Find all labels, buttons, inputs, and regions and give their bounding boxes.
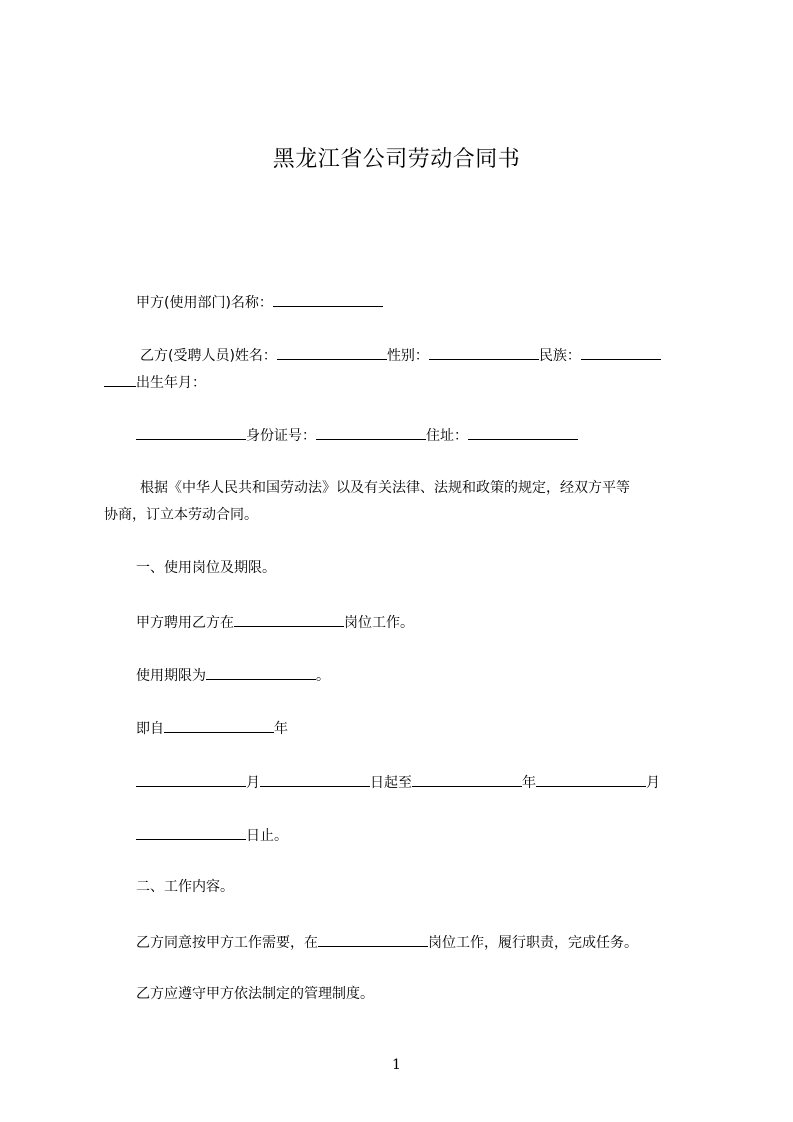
gender-blank	[429, 345, 539, 360]
hire-line	[136, 612, 414, 632]
party-a-name-blank	[273, 292, 383, 307]
year-label: 年	[274, 721, 288, 737]
party-b-name-blank	[277, 345, 387, 360]
ethnicity-label: 民族：	[538, 348, 581, 364]
page-number: 1	[392, 1057, 401, 1073]
duty-suffix: 岗位工作，履行职责，完成任务。	[428, 935, 638, 951]
position-blank	[234, 612, 344, 627]
duty-prefix: 乙方同意按甲方工作需要，在	[136, 935, 318, 951]
address-label: 住址：	[426, 428, 468, 444]
ethnicity-blank-continued	[104, 372, 136, 387]
term-blank	[206, 665, 316, 680]
section-2-heading: 二、工作内容。	[136, 879, 234, 895]
ethnicity-blank	[581, 345, 661, 360]
birth-blank	[136, 425, 246, 440]
party-b-line-1	[140, 345, 661, 365]
party-b-name-label: 乙方(受聘人员)姓名：	[140, 348, 277, 364]
end-day-line	[136, 825, 288, 845]
duty-position-blank	[318, 932, 428, 947]
start-day-blank	[260, 772, 370, 787]
end-month-blank	[536, 772, 646, 787]
date-range-line	[136, 772, 660, 792]
party-b-line-2	[104, 372, 206, 392]
party-a-line	[136, 292, 383, 312]
hire-prefix: 甲方聘用乙方在	[136, 615, 234, 631]
birth-label: 出生年月：	[136, 375, 206, 391]
party-a-label: 甲方(使用部门)名称：	[136, 295, 273, 311]
start-month-blank	[136, 772, 246, 787]
end-month-label: 月	[646, 775, 660, 791]
day-until-label: 日止。	[246, 828, 288, 844]
start-year-line	[136, 718, 288, 738]
end-day-blank	[136, 825, 246, 840]
hire-suffix: 岗位工作。	[344, 615, 414, 631]
month-label: 月	[246, 775, 260, 791]
duty-line	[136, 932, 638, 952]
from-prefix: 即自	[136, 721, 164, 737]
address-blank	[468, 425, 578, 440]
term-prefix: 使用期限为	[136, 668, 206, 684]
section-1-heading: 一、使用岗位及期限。	[136, 560, 276, 576]
rules-line: 乙方应遵守甲方依法制定的管理制度。	[136, 986, 374, 1002]
id-blank	[316, 425, 426, 440]
intro-line-1: 根据《中华人民共和国劳动法》以及有关法律、法规和政策的规定，经双方平等	[140, 480, 630, 496]
term-line	[136, 665, 330, 685]
end-year-blank	[412, 772, 522, 787]
intro-line-2: 协商，订立本劳动合同。	[104, 507, 258, 523]
gender-label: 性别：	[386, 348, 429, 364]
party-b-line-3	[136, 425, 578, 445]
end-year-label: 年	[522, 775, 536, 791]
start-year-blank	[164, 718, 274, 733]
document-title: 黑龙江省公司劳动合同书	[272, 147, 521, 172]
term-suffix: 。	[316, 668, 330, 684]
id-label: 身份证号：	[246, 428, 316, 444]
day-from-label: 日起至	[370, 775, 412, 791]
